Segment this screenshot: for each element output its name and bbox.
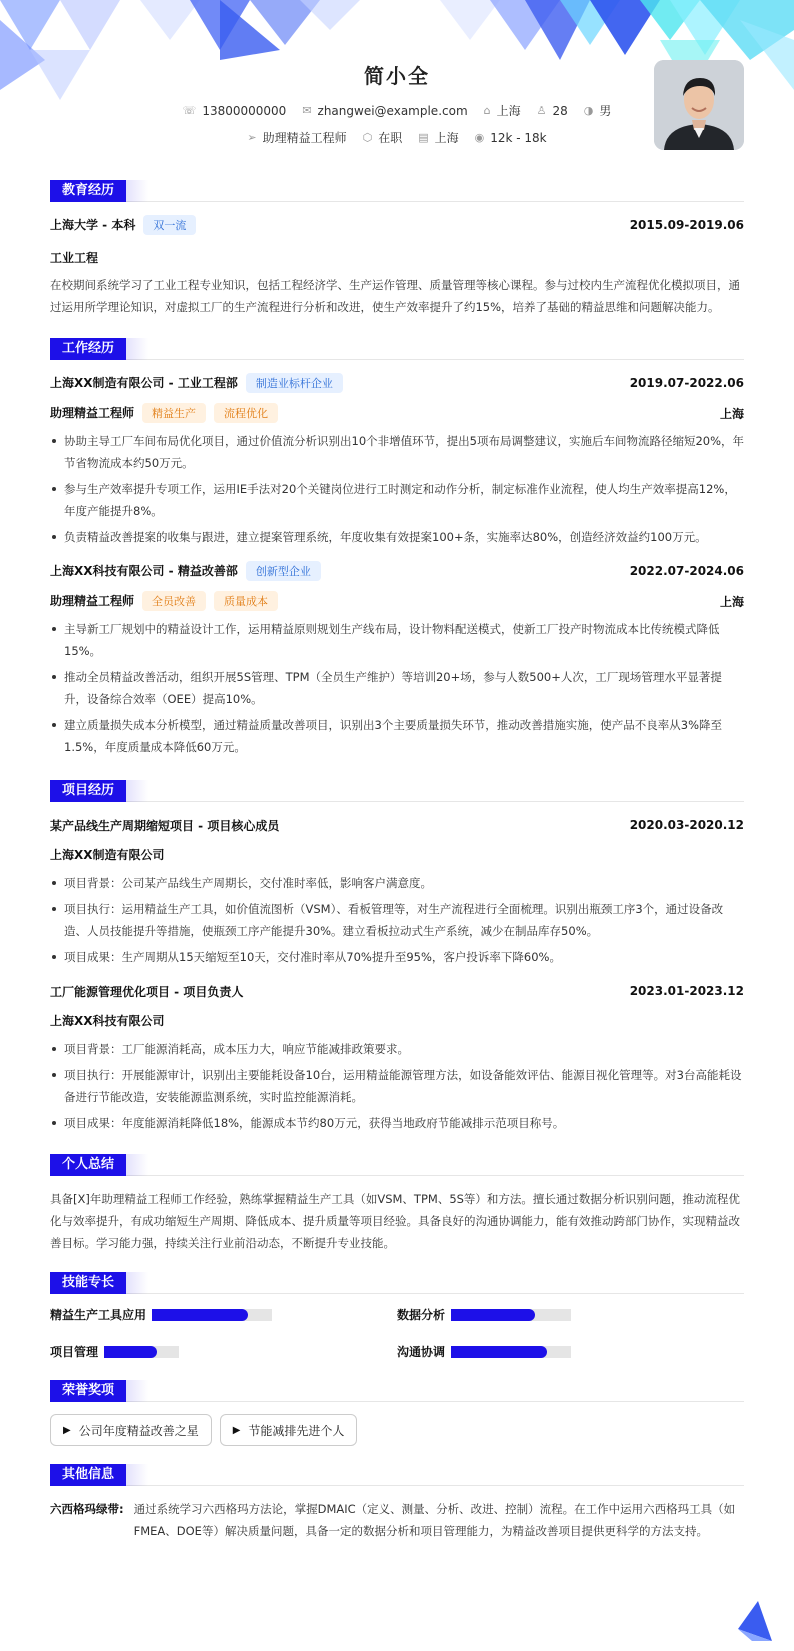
company-name: 上海XX科技有限公司 - 精益改善部 (50, 564, 238, 578)
role-tag: 精益生产 (142, 403, 206, 423)
award-name: 公司年度精益改善之星 (78, 1423, 199, 1438)
job-entry (50, 560, 744, 758)
list-item: 项目执行：运用精益生产工具，如价值流图析（VSM）、看板管理等，对生产流程进行全面梳理。识别出瓶颈工序3个，通过设备改造、人员技能提升等措施，使瓶颈工序产能提升30%。建立看板拉动式生产系统，减少在制品库存50%。 (50, 898, 744, 942)
summary-title: 个人总结 (50, 1154, 126, 1176)
list-item: 建立质量损失成本分析模型，通过精益质量改善项目，识别出3个主要质量损失环节，推动改善措施实施，使产品不良率从3%降至1.5%，年度质量成本降低60万元。 (50, 714, 744, 758)
list-item: 项目成果：生产周期从15天缩短至10天，交付准时率从70%提升至95%，客户投诉率下降60%。 (50, 946, 744, 968)
role-tag: 质量成本 (214, 591, 278, 611)
project-company: 上海XX制造有限公司 (50, 848, 165, 862)
list-item: 项目执行：开展能源审计，识别出主要能耗设备10台，运用精益能源管理方法，如设备能效评估、能源目视化管理等。对3台高能耗设备进行节能改造，安装能源监测系统，实时监控能源消耗。 (50, 1064, 744, 1108)
skill-item (50, 1343, 397, 1360)
other-label: 六西格玛绿带: (50, 1502, 124, 1516)
award-name: 节能减排先进个人 (248, 1423, 345, 1438)
list-item: 推动全员精益改善活动，组织开展5S管理、TPM（全员生产维护）等培训20+场，参与人数500+人次，工厂现场管理水平显著提升，设备综合效率（OEE）提高10%。 (50, 666, 744, 710)
company-name: 上海XX制造有限公司 - 工业工程部 (50, 376, 238, 390)
project-entry (50, 980, 744, 1134)
skill-name: 项目管理 (50, 1345, 99, 1359)
project-name: 工厂能源管理优化项目 - 项目负责人 (50, 984, 244, 999)
work-title: 工作经历 (50, 338, 126, 360)
job-date: 2019.07-2022.06 (629, 376, 744, 390)
candidate-name: 简小全 (364, 64, 430, 88)
job-role: 助理精益工程师 (50, 594, 135, 608)
skill-name: 数据分析 (397, 1308, 446, 1322)
footer-decoration (738, 1601, 772, 1641)
projects-title: 项目经历 (50, 780, 126, 802)
projects-section (50, 780, 744, 1134)
role-tag: 流程优化 (214, 403, 278, 423)
email-address: zhangwei@example.com (317, 103, 468, 118)
company-tag: 创新型企业 (246, 561, 321, 581)
school-name: 上海大学 - 本科 (50, 218, 136, 232)
education-section (50, 180, 744, 318)
job-role: 助理精益工程师 (50, 406, 135, 420)
summary-text: 具备[X]年助理精益工程师工作经验，熟练掌握精益生产工具（如VSM、TPM、5S等）和方法。擅长通过数据分析识别问题，推动流程优化与效率提升，有成功缩短生产周期、降低成本、提升质量等项目经验。具备良好的沟通协调能力，能有效推动跨部门协作，实现精益改善目标。学习能力强，持续关注行业前沿动态，不断提升专业技能。 (50, 1192, 740, 1250)
other-title: 其他信息 (50, 1464, 126, 1486)
other-section (50, 1464, 744, 1542)
project-date: 2020.03-2020.12 (629, 818, 744, 832)
phone-number: 13800000000 (202, 103, 287, 118)
job-city: 上海 (719, 594, 744, 609)
education-date: 2015.09-2019.06 (629, 218, 744, 232)
play-icon: ▶ (232, 1424, 241, 1436)
job-entry (50, 372, 744, 548)
job-status: 在职 (378, 131, 403, 145)
skill-level-bar (104, 1346, 179, 1358)
building-icon: ▤ (418, 131, 429, 144)
play-icon: ▶ (63, 1424, 71, 1436)
job-city: 上海 (719, 406, 744, 421)
school-badge: 双一流 (143, 215, 196, 235)
home-icon: ⌂ (483, 104, 491, 117)
skills-title: 技能专长 (50, 1272, 126, 1294)
status-icon: ⬡ (362, 131, 373, 144)
salary-range: 12k - 18k (490, 130, 547, 145)
list-item: 项目背景：工厂能源消耗高，成本压力大，响应节能减排政策要求。 (50, 1038, 744, 1060)
skill-level-fill (152, 1309, 248, 1321)
gender-icon: ◑ (583, 104, 594, 117)
job-intent-info (50, 129, 744, 146)
skill-level-fill (451, 1346, 547, 1358)
list-item: 协助主导工厂车间布局优化项目，通过价值流分析识别出10个非增值环节，提出5项布局调整建议，实施后车间物流路径缩短20%，年节省物流成本约50万元。 (50, 430, 744, 474)
company-tag: 制造业标杆企业 (246, 373, 343, 393)
education-description: 在校期间系统学习了工业工程专业知识，包括工程经济学、生产运作管理、质量管理等核心课程。参与过校内生产流程优化模拟项目，通过运用所学理论知识，对虚拟工厂的生产流程进行分析和改进，使生产效率提升了约15%，培养了基础的精益思维和问题解决能力。 (50, 278, 740, 314)
award-chip (50, 1414, 212, 1446)
skill-name: 沟通协调 (397, 1345, 446, 1359)
list-item: 参与生产效率提升专项工作，运用IE手法对20个关键岗位进行工时测定和动作分析，制定标准作业流程，使人均生产效率提高12%，年度产能提升8%。 (50, 478, 744, 522)
skill-level-bar (451, 1346, 571, 1358)
email-icon: ✉ (302, 104, 312, 117)
project-entry (50, 814, 744, 968)
send-icon: ➢ (247, 131, 257, 144)
honors-section (50, 1380, 744, 1446)
project-name: 某产品线生产周期缩短项目 - 项目核心成员 (50, 818, 280, 833)
resume-header (50, 0, 744, 180)
phone-icon: ☏ (182, 104, 197, 117)
salary-icon: ◉ (474, 131, 485, 144)
job-date: 2022.07-2024.06 (629, 564, 744, 578)
skill-level-fill (104, 1346, 157, 1358)
list-item: 项目背景：公司某产品线生产周期长，交付准时率低，影响客户满意度。 (50, 872, 744, 894)
age: 28 (552, 103, 568, 118)
list-item: 项目成果：年度能源消耗降低18%，能源成本节约80万元，获得当地政府节能减排示范项目称号。 (50, 1112, 744, 1134)
other-text: 通过系统学习六西格玛方法论，掌握DMAIC（定义、测量、分析、改进、控制）流程。在工作中运用六西格玛工具（如FMEA、DOE等）解决质量问题，具备一定的数据分析和项目管理能力，为精益改善项目提供更科学的方法支持。 (133, 1502, 736, 1538)
education-title: 教育经历 (50, 180, 126, 202)
major: 工业工程 (50, 251, 99, 265)
skill-level-bar (152, 1309, 272, 1321)
skill-level-bar (451, 1309, 571, 1321)
contact-info (50, 102, 744, 119)
work-section (50, 338, 744, 758)
gender: 男 (599, 104, 612, 118)
job-title: 助理精益工程师 (262, 131, 347, 145)
target-city: 上海 (434, 131, 459, 145)
location: 上海 (496, 104, 521, 118)
skill-name: 精益生产工具应用 (50, 1308, 147, 1322)
skill-level-fill (451, 1309, 535, 1321)
list-item: 负责精益改善提案的收集与跟进，建立提案管理系统，年度收集有效提案100+条，实施率达80%，创造经济效益约100万元。 (50, 526, 744, 548)
summary-section (50, 1154, 744, 1254)
project-company: 上海XX科技有限公司 (50, 1014, 165, 1028)
project-date: 2023.01-2023.12 (629, 984, 744, 998)
skills-section (50, 1272, 744, 1360)
role-tag: 全员改善 (142, 591, 206, 611)
award-chip (220, 1414, 358, 1446)
skill-item (397, 1343, 744, 1360)
skill-item (397, 1306, 744, 1323)
skill-item (50, 1306, 397, 1323)
age-icon: ♙ (536, 104, 547, 117)
list-item: 主导新工厂规划中的精益设计工作，运用精益原则规划生产线布局，设计物料配送模式，使新工厂投产时物流成本比传统模式降低15%。 (50, 618, 744, 662)
honors-title: 荣誉奖项 (50, 1380, 126, 1402)
avatar (654, 60, 744, 150)
